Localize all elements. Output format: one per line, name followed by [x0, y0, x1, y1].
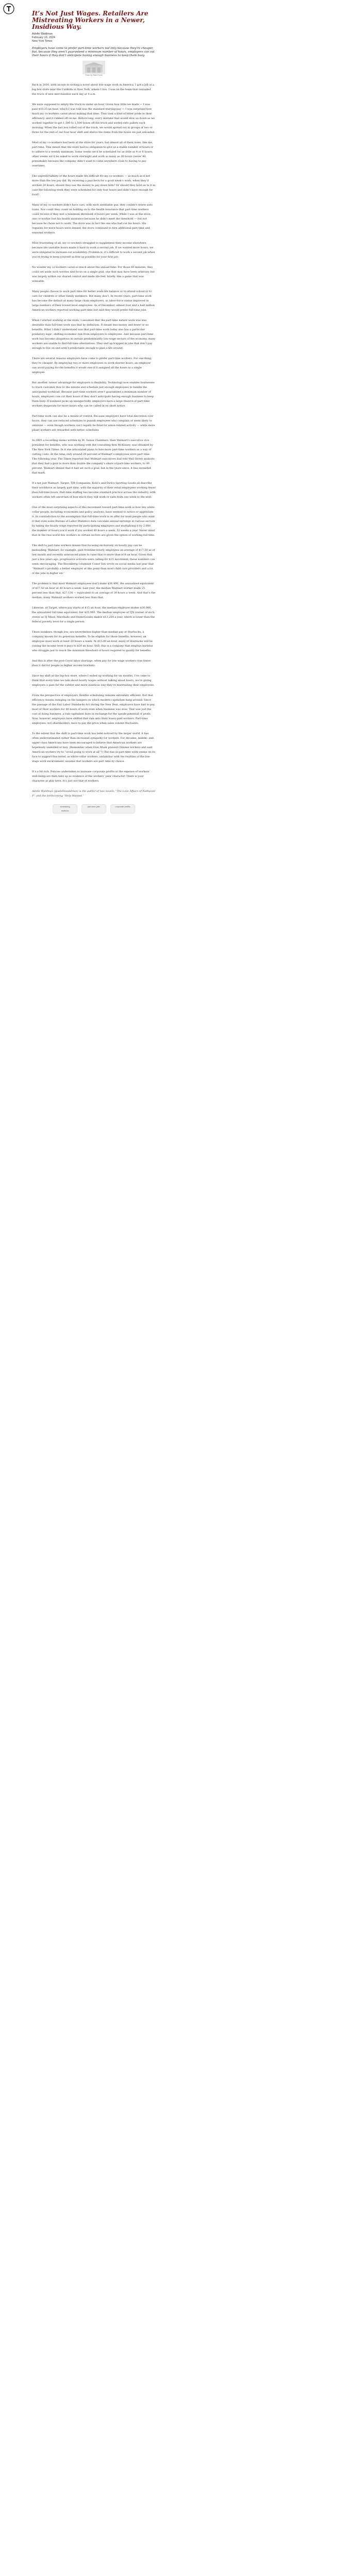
- article-paragraph: And this is after the post-Covid labor shortage, when pay for low-wage workers rose faster than it did for people in higher income brackets.: [32, 659, 151, 667]
- article-date: February 19, 2024: [32, 36, 55, 39]
- article-paragraph: In 2005 a recording memo written by M. Susan Chambers, then Walmart’s executive vice president for benefits, who was working with the consulting firm McKinsey, was obtained by The New York Times. In it she articulated plans to hire more part-time workers as a way of cutting costs. At the time, only around 20 percent of Walmart’s employees were part time. The following year, The Times reported that Walmart executives had told Wall Street analysts that they had a goal to more than double the company’s share of part-time workers, to 40 percent. Walmart denied that it had set such a goal, but in the years since, it has exceeded that mark.: [32, 439, 155, 474]
- article-lede: Employers have come to prefer part-time workers not only because they’re cheaper, but, because they aren’t guaranteed a minimum number of hours, employers can cut their hours if they don’t anticipate having enough business to keep them busy.: [32, 47, 155, 57]
- article-paragraph: One of the most surprising aspects of this movement toward part-time work is how few white-collar people, including economists and policy analysts, have seemed to notice or appreciate it. In contradiction to the assumption that full-time work is on offer for most people who want it that even some Bureau of Labor Statistics data calculate annual earnings in various sectors by taking the hourly wage reported by participating employers and multiplying it by 2,080, the number of hours you’d work if you worked 40 hours a week, 52 weeks a year. Never mind that in the real world few workers in certain sectors are given the option of working full time.: [32, 506, 155, 537]
- article-paragraph: Many people choose to work part time for better work-life balance or to attend school or to care for children or other family members. But many don’t. In recent years, part-time work has become the default at many large chain employers, as labor-force status improved in large numbers of their lowest level employees. As of December, almost four and a half million American workers reported working part-time but said they would prefer full-time jobs.: [32, 290, 155, 312]
- author-bio: Adelle Waldman (@adellewaldman) is the author of two novels, “The Love Affairs of Nathaniel P.” and the forthcoming “Help Wanted.”: [32, 790, 156, 798]
- photo-credit: Photo by Sean Dorris: [85, 74, 103, 76]
- article-paragraph: It’s a bit rich. Policies undertaken to increase corporate profits at the expense of workers’ well-being are then held up as evidence of the workers’ poor character. There is your character at play here. It’s just not that of workers.: [32, 770, 150, 783]
- article-paragraph: To the extent that the shift to part-time work has been noticed by the larger world, it has often underestimated rather than increased sympathy for workers. For decades, middle- and upper-class Americans have been encouraged to believe that American workers are hopelessly unskilled or lazy. (Remember when Elon Musk praised Chinese workers and said American workers try to “avoid going to work at all”?) The rise in part-time work seems on its face to support this belief, as white-collar workers, unfamiliar with the realities of the low-wage work environment, assume that workers are part time by choice.: [32, 732, 156, 763]
- article-paragraph: These numbers, though low, are nevertheless higher than median pay at Starbucks, a company known for its generous benefits. To be eligible for those benefits, however, an employee must work at least 20 hours a week. At $15.00 an hour, many of Starbucks will be raising the income level it pays to $20 an hour. Still, this is a company that employs baristas who struggle just to reach the minimum threshold of hours required to qualify for benefits.: [32, 631, 153, 652]
- article-figure: [83, 61, 105, 77]
- article-paragraph: There are several reasons employers have come to prefer part-time workers. For one thing, they’re cheaper: By employing two or more employees to work shorter hours, an employer can avoid paying for the benefits it would owe if it assigned all the hours to a single employee.: [32, 357, 152, 374]
- tag-list: [32, 804, 156, 814]
- article-author[interactable]: Adelle Waldman: [32, 32, 53, 36]
- article-paragraph: Part-time work can also be a means of control. Because employers have total discretion over hours, they can use reduced schedules to punish employees who complain or seem likely to unionize — even though workers can’t legally be fired for union-related activity — while more pliant workers are rewarded with better schedules.: [32, 415, 155, 432]
- article-paragraph: We were supposed to empty the truck in under an hour. Given how little we made — I was paid $10.25 an hour, which I was told was the standard starting pay — I was surprised how much my co-workers cared about making that time. They took a kind of bitter pride in their efficiency, and it rubbed off on me. Before long, every mistake that would slow us down as we worked together to get 1,500 to 2,500 boxes off the truck and sorted onto pallets each morning. When the last box rolled out of the truck, we would spread out in groups of two or three for the rest of our four-hour shift and shelve the items from the boxes we just unloaded.: [32, 103, 155, 134]
- article-paragraph: Since my shift at the big-box store, where I ended up working for six months, I’ve come to think that every time we talk about hourly wages without talking about hours, we’re giving employers a pass for the subtler and more insidious way they’re mistreating their employees.: [32, 674, 155, 687]
- article-paragraph: The problem is that most Walmart employees don’t make $36,400, the annualized equivalent of $17.50 an hour at 40 hours a week. Last year, the median Walmart worker made 25 percent less than that, $27,136 — equivalent to an average of 30 hours a week. And that’s the median; many Walmart workers worked less than that.: [32, 582, 156, 599]
- tag-chip[interactable]: corporate profits: [110, 804, 135, 814]
- article-paragraph: The shift to part-time workers means that focusing exclusively on hourly pay can be misleading. Walmart, for example, paid frontline hourly employees an average of $17.50 as of last month and recently announced plans to raise that to more than $18 an hour. Given that just a few years ago, progressive activists were calling for $15 movement, these numbers can seem encouraging. The Bloomberg columnist Conor Sen wrote on social media last year that “Walmart’s probably a better employer at this point than most child care providers and a lot of the jobs in higher ed.”: [32, 544, 155, 575]
- article-headline: It’s Not Just Wages. Retailers Are Mistreating Workers in a Newer, Insidious Way.: [32, 10, 149, 30]
- article-paragraph: Back in 2016, with an eye to writing a novel about low-wage work in America, I got a job at a big box store near the Catskills in New York, where I live. I was on the team that unloaded the truck of new merchandise each day at 4 a.m.: [32, 83, 154, 96]
- article-paragraph: From the perspective of employers, flexible scheduling remains extremely efficient. But that efficiency means swinging on the hangers on which modern capitalism hang around: Since the passage of the Fair Labor Standards Act during the New Deal, employers have had to pay most of their workers for 40 hours of work even when business was slow. That was just the cost of doing business, a risk capitalists bore in exchange for the upside potential of profit. Now, however, employers have shifted that risk onto their lower-paid workers. Part-time employees, not shareholders, have to pay the price when sales volume fluctuates.: [32, 694, 155, 725]
- article-paragraph: Most of my co-workers had been at the store for years, but almost all of them were, like me, part-time. This meant that the store had no obligation to give us a stable number of hours or to adhere to a weekly minimum. Some weeks we’d be scheduled for as little as 4 or 8 hours; other weeks we’d be asked to work overnight and work as many as 30 hours (never 40, presumably because the company didn’t want to come anywhere close to having to pay overtime).: [32, 141, 154, 167]
- article-paragraph: No wonder my co-workers cared so much about the unload time: For those 60 minutes, they could set aside such worries and focus on a single goal, one that may have been arbitrary but was largely within our shared control and made life feel, briefly, like a game that was winnable.: [32, 266, 155, 283]
- article-paragraph: Most frustrating of all, my co-workers struggled to supplement their income elsewhere, because the unstable hours made it hard to work a second job. If we wanted more hours, we were obligated to increase our availability. Problem is, it’s difficult to work a second job when you’re trying to keep yourself as free as possible for your first job.: [32, 242, 155, 259]
- article-paragraph: When I started working at the store, I assumed that the part-time nature work was less desirable than full-time work was that by definition. It meant less money and fewer or no benefits. What I didn’t understand was that part-time work today also has a particular predatory logic, shifting economic risk from employers to employees. And because part-time work has become ubiquitous in certain predominantly low-wage sectors of the economy, many workers are unable to find full-time alternatives. They end up trapped in jobs that don’t pay enough to live on and aren’t predictable enough to plan a life around.: [32, 319, 156, 350]
- article-paragraph: The unpredictability of the hours made life difficult for my co-workers — as much as if not more than the low pay did. By receiving a paycheck for a good week’s work, when they’d worked 29 hours, should they use the money to pay down bills? Or should they hold on to it in case the following week they were scheduled for only four hours and didn’t have enough for food?: [32, 175, 155, 196]
- tag-chip[interactable]: scheduling workers: [53, 804, 77, 814]
- article-source[interactable]: New York Times: [32, 40, 53, 43]
- article-paragraph: It’s not just Walmart. Target, TJX Companies, Kohl’s and Dick’s Sporting Goods all describe their workforce as largely part-time, with the majority of their retail employees working fewer than full-time hours. Part-time staffing has become standard practice across the industry, with workers often left uncertain of how much they will work or earn from one week to the next.: [32, 482, 156, 499]
- tag-chip[interactable]: part-time jobs: [81, 804, 106, 814]
- article-paragraph: Likewise, at Target, where pay starts at $15 an hour, the median employee makes $30,000, the annualized full-time equivalent, but $25,993. The median employee of TJX (owner of such stores as TJ Maxx, Marshalls and HomeGoods) makes $13,254 a year, which is lower than the federal poverty level for a single person.: [32, 606, 155, 623]
- nyt-logo-icon[interactable]: [3, 3, 14, 14]
- article-paragraph: Many of my co-workers didn’t have cars, with each unreliable gas, they couldn’t renew auto loans. Nor could they count on holding on to the health insurance that part-time workers could receive if they met a minimum threshold of hours per week. While I was at the store, one co-worker lost his health insurance because he didn’t meet the threshold — but not because he chose not to work. The store was in fact the one who had cut his hours. His requests for more hours were denied; the store continued to hire additional part-time and seasonal workers.: [32, 204, 153, 234]
- article-body: [32, 83, 156, 799]
- article: [32, 10, 156, 814]
- store-photo-icon: [83, 61, 105, 74]
- article-paragraph: But another, newer advantage for employers is flexibility. Technology now enables businesses to track customer flow to the minute and schedule just enough employees to handle the anticipated workload. Because part-time workers aren’t guaranteed a minimum number of hours, employers can cut their hours if they don’t anticipate having enough business to keep them busy. If business picks up unexpectedly, employers have a large reserve of part-time workers desperate for more hours who can be called in on short notice.: [32, 381, 155, 408]
